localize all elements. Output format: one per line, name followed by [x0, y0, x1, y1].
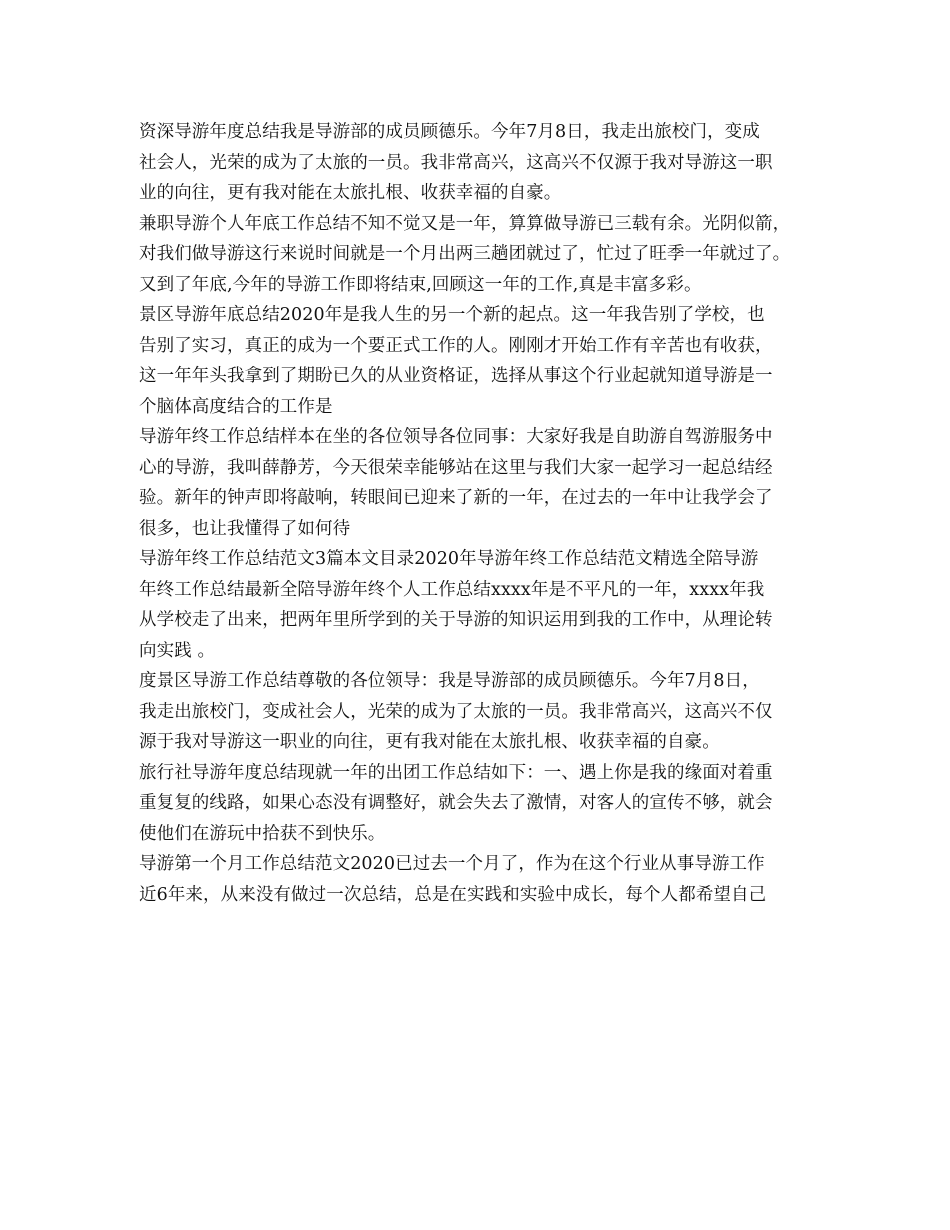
text-line: 旅行社导游年度总结现就一年的出团工作总结如下：一、遇上你是我的缘面对着重 — [139, 762, 773, 783]
text-line: 重复复的线路，如果心态没有调整好，就会失去了激情，对客人的宣传不够，就会 — [139, 793, 773, 813]
text-line: 景区导游年底总结2020年是我人生的另一个新的起点。这一年我告别了学校，也 — [139, 305, 765, 325]
text-line: 告别了实习，真正的成为一个要正式工作的人。刚刚才开始工作有辛苦也有收获， — [139, 335, 773, 356]
text-line: 兼职导游个人年底工作总结不知不觉又是一年，算算做导游已三载有余。光阴似箭， — [139, 213, 791, 234]
text-line: 社会人，光荣的成为了太旅的一员。我非常高兴，这高兴不仅源于我对导游这一职 — [139, 152, 773, 173]
paragraph-2 — [139, 209, 829, 301]
text-line: 又到了年底,今年的导游工作即将结束,回顾这一年的工作,真是丰富多彩。 — [139, 274, 702, 295]
text-line: 从学校走了出来，把两年里所学到的关于导游的知识运用到我的工作中，从理论转 — [139, 610, 773, 630]
text-line: 业的向往，更有我对能在太旅扎根、收获幸福的自豪。 — [139, 183, 562, 203]
paragraph-4 — [139, 422, 829, 544]
paragraph-8 — [139, 849, 829, 910]
paragraph-5 — [139, 544, 829, 666]
text-line: 导游年终工作总结样本在坐的各位领导各位同事：大家好我是自助游自驾游服务中 — [139, 427, 773, 447]
text-line: 对我们做导游这行来说时间就是一个月出两三趟团就过了，忙过了旺季一年就过了。 — [139, 244, 791, 264]
text-line: 导游年终工作总结范文3篇本文目录2020年导游年终工作总结范文精选全陪导游 — [139, 549, 759, 569]
paragraph-7 — [139, 758, 829, 850]
paragraph-3 — [139, 300, 829, 422]
text-line: 导游第一个月工作总结范文2020已过去一个月了，作为在这个行业从事导游工作 — [139, 854, 765, 874]
text-line: 验。新年的钟声即将敲响，转眼间已迎来了新的一年，在过去的一年中让我学会了 — [139, 488, 773, 508]
text-line: 我走出旅校门，变成社会人，光荣的成为了太旅的一员。我非常高兴，这高兴不仅 — [139, 701, 773, 722]
text-line: 这一年年头我拿到了期盼已久的从业资格证，选择从事这个行业起就知道导游是一 — [139, 366, 773, 386]
text-line: 向实践 。 — [139, 640, 216, 661]
document-body — [139, 117, 829, 910]
text-line: 源于我对导游这一职业的向往，更有我对能在太旅扎根、收获幸福的自豪。 — [139, 732, 720, 752]
text-line: 度景区导游工作总结尊敬的各位领导：我是导游部的成员顾德乐。今年7月8日， — [139, 671, 760, 691]
paragraph-6 — [139, 666, 829, 758]
text-line: 很多，也让我懂得了如何待 — [139, 518, 351, 539]
text-line: 使他们在游玩中拾获不到快乐。 — [139, 823, 386, 844]
text-line: 心的导游，我叫薛静芳，今天很荣幸能够站在这里与我们大家一起学习一起总结经 — [139, 457, 773, 478]
text-line: 资深导游年度总结我是导游部的成员顾德乐。今年7月8日，我走出旅校门，变成 — [139, 122, 760, 142]
text-line: 近6年来，从来没有做过一次总结，总是在实践和实验中成长，每个人都希望自己 — [139, 884, 767, 905]
text-line: 个脑体高度结合的工作是 — [139, 396, 333, 417]
paragraph-1 — [139, 117, 829, 209]
text-line: 年终工作总结最新全陪导游年终个人工作总结xxxx年是不平凡的一年，xxxx年我 — [139, 579, 765, 600]
